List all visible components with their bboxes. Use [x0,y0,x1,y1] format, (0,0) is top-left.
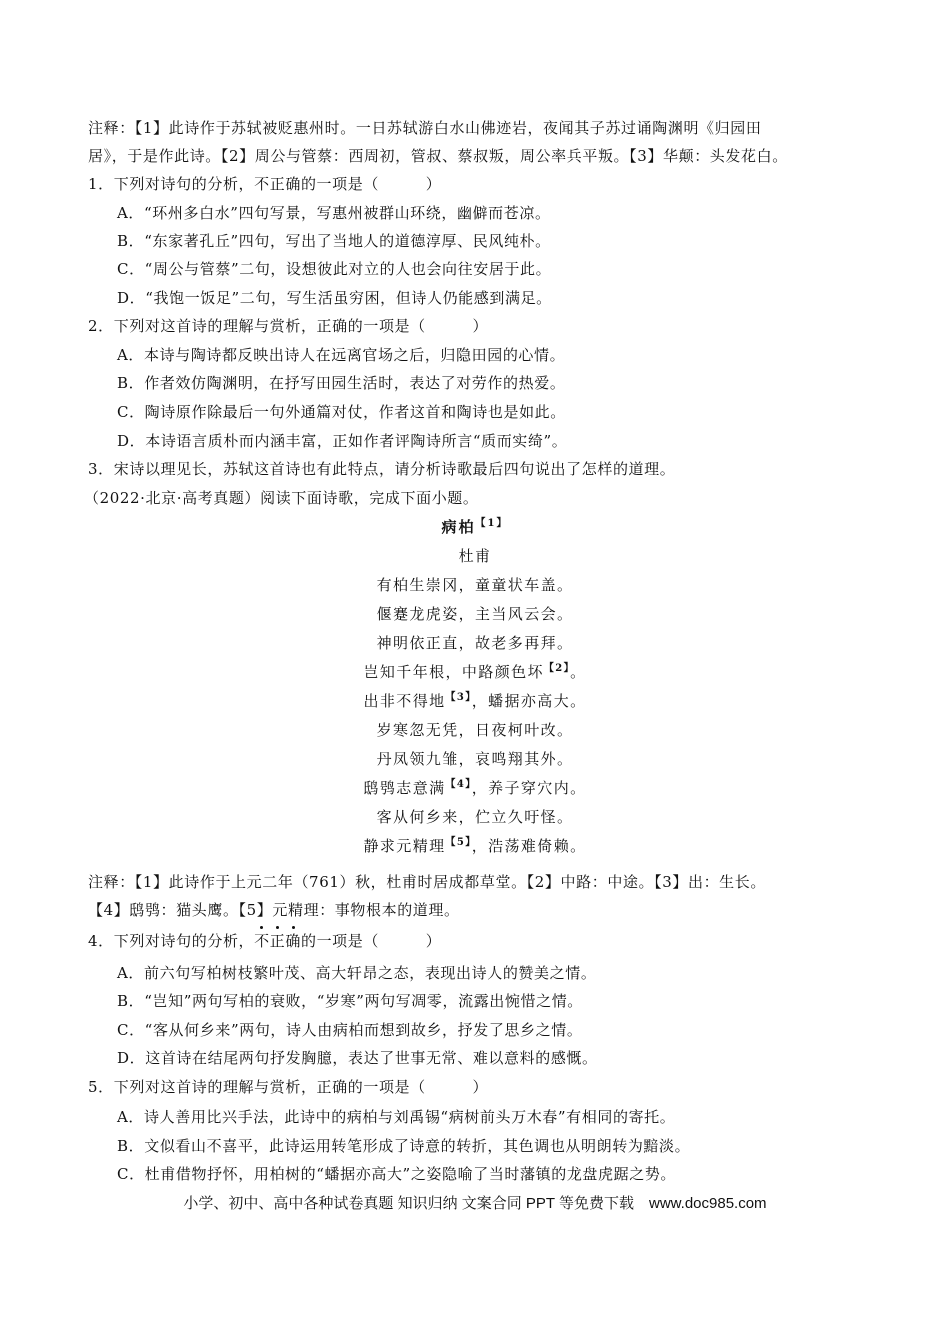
question-2-option-c: C．陶诗原作除最后一句外通篇对仗，作者这首和陶诗也是如此。 [117,403,566,421]
question-4-option-c: C．“客从何乡来”两句，诗人由病柏而想到故乡，抒发了思乡之情。 [117,1021,583,1039]
question-1-option-c: C．“周公与管蔡”二句，设想彼此对立的人也会向往安居于此。 [117,260,552,278]
question-4-option-a: A．前六句写柏树枝繁叶茂、高大轩昂之态，表现出诗人的赞美之情。 [117,964,597,982]
question-2-option-a: A．本诗与陶诗都反映出诗人在远离官场之后，归隐田园的心情。 [117,346,566,364]
emphasis-dot: 确 [285,932,301,950]
question-5-option-b: B．文似看山不喜平，此诗运用转笔形成了诗意的转折，其色调也从明朗转为黯淡。 [117,1137,691,1155]
annotation-text: 【4】鸱鸮：猫头鹰。【5】元精理：事物根本的道理。 [88,901,460,919]
question-2-option-d: D．本诗语言质朴而内涵丰富，正如作者评陶诗所言“质而实绮”。 [117,432,568,450]
question-5-option-c: C．杜甫借物抒怀，用柏树的“蟠据亦高大”之姿隐喻了当时藩镇的龙盘虎踞之势。 [117,1165,677,1183]
question-2-option-b: B．作者效仿陶渊明，在抒写田园生活时，表达了对劳作的热爱。 [117,374,566,392]
emphasis-dot: 不 [254,932,270,950]
question-5-option-a: A．诗人善用比兴手法，此诗中的病柏与刘禹锡“病树前头万木春”有相同的寄托。 [117,1108,676,1126]
poem-line: 神明依正直，故老多再拜。 [376,634,574,652]
question-1-option-d: D．“我饱一饭足”二句，写生活虽穷困，但诗人仍能感到满足。 [117,289,552,307]
poem-author: 杜甫 [458,547,492,565]
poem-title: 病柏$^{【1】}$ [441,518,509,536]
footer-download-banner[interactable]: 小学、初中、高中各种试卷真题 知识归纳 文案合同 PPT 等免费下载 www.doc985.com [183,1195,767,1212]
poem-line: 岁寒忽无凭，日夜柯叶改。 [376,721,574,739]
poem-line: 鸱鸮志意满$^{【4】}$，养子穿穴内。 [363,779,587,797]
poem-line: 有柏生崇冈，童童状车盖。 [376,576,574,594]
question-4-option-b: B．“岂知”两句写柏的衰败，“岁寒”两句写凋零，流露出惋惜之情。 [117,992,583,1010]
annotation-text: 居》，于是作此诗。【2】周公与管蔡：西周初，管叔、蔡叔叛，周公率兵平叛。【3】华颠：头发花白。 [88,147,788,165]
question-1-option-a: A．“环州多白水”四句写景，写惠州被群山环绕，幽僻而苍凉。 [117,204,551,222]
annotation-text: 注释：【1】此诗作于上元二年（761）秋，杜甫时居成都草堂。【2】中路：中途。【3】出：生长。 [88,873,766,891]
poem-line: 偃蹇龙虎姿，主当风云会。 [376,605,574,623]
question-1-stem: 1．下列对诗句的分析，不正确的一项是（ ） [88,175,442,193]
question-2-stem: 2．下列对这首诗的理解与赏析，正确的一项是（ ） [88,317,489,335]
reading-intro: （2022·北京·高考真题）阅读下面诗歌，完成下面小题。 [84,489,479,507]
poem-line: 出非不得地$^{【3】}$，蟠据亦高大。 [363,692,587,710]
annotation-text: 注释：【1】此诗作于苏轼被贬惠州时。一日苏轼游白水山佛迹岩，夜闻其子苏过诵陶渊明《归园田 [88,119,762,137]
emphasis-dot: 正 [269,932,286,950]
question-1-option-b: B．“东家著孔丘”四句，写出了当地人的道德淳厚、民风纯朴。 [117,232,551,250]
question-4-stem: 4．下列对诗句的分析，不正确的一项是（ ） [88,932,442,950]
poem-line: 岂知千年根，中路颜色坏$^{【2】}$。 [363,663,587,681]
question-4-option-d: D．这首诗在结尾两句抒发胸臆，表达了世事无常、难以意料的感慨。 [117,1049,598,1067]
question-5-stem: 5．下列对这首诗的理解与赏析，正确的一项是（ ） [88,1078,489,1096]
poem-line: 丹凤领九雏，哀鸣翔其外。 [376,750,574,768]
poem-line: 客从何乡来，伫立久吁怪。 [376,808,574,826]
question-3-stem: 3．宋诗以理见长，苏轼这首诗也有此特点，请分析诗歌最后四句说出了怎样的道理。 [88,460,676,478]
poem-line: 静求元精理$^{【5】}$，浩荡难倚赖。 [363,837,587,855]
